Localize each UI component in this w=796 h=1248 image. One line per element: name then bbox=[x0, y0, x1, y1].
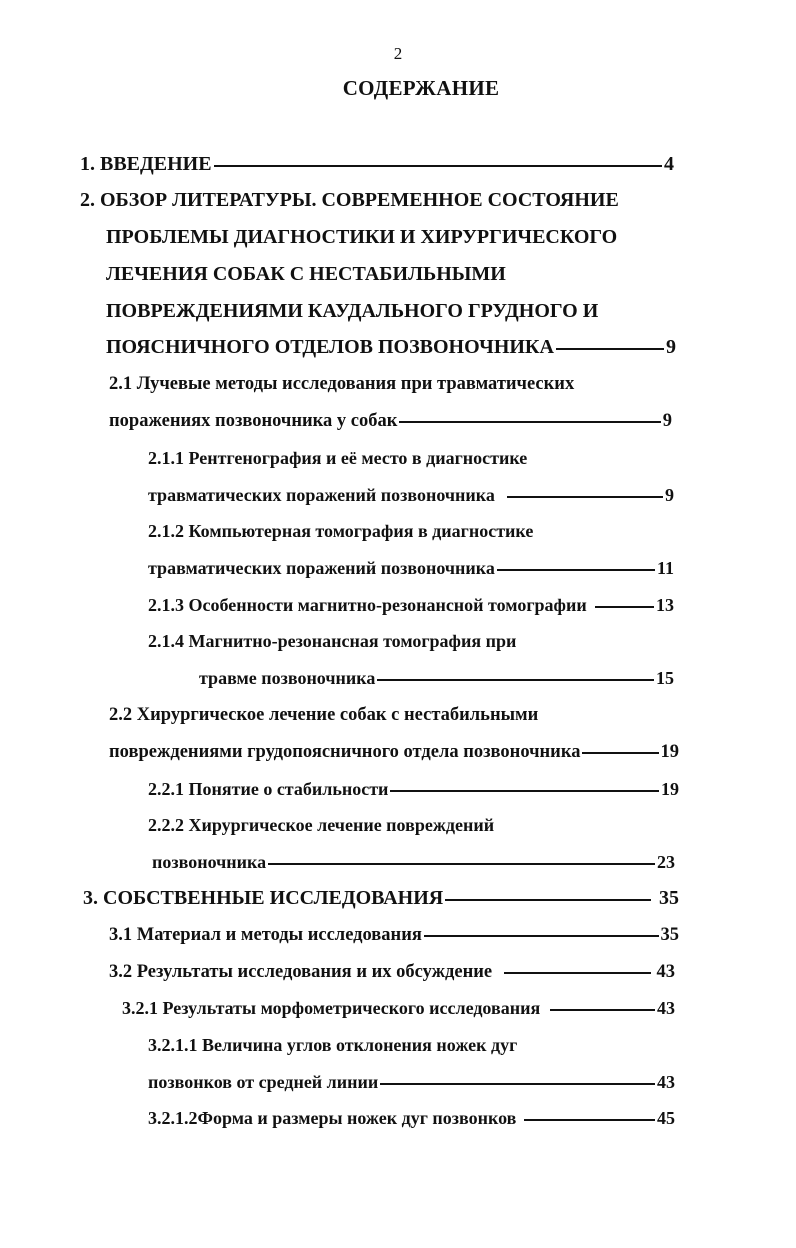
toc-entry-2-2: 2.2 Хирургическое лечение собак с нестабильными bbox=[109, 705, 539, 725]
toc-leader-line bbox=[524, 1119, 655, 1121]
toc-leader-line bbox=[445, 899, 651, 901]
toc-entry-page: 23 bbox=[657, 852, 675, 872]
toc-entry-own-research bbox=[83, 885, 679, 911]
toc-entry-page: 4 bbox=[664, 153, 674, 175]
toc-entry-2-2-1 bbox=[148, 776, 679, 802]
toc-leader-line bbox=[507, 496, 663, 498]
toc-leader-line bbox=[377, 679, 654, 681]
toc-entry-page: 9 bbox=[662, 411, 672, 431]
toc-entry-page: 15 bbox=[656, 668, 674, 688]
toc-entry-text: поражениях позвоночника у собак bbox=[109, 411, 398, 431]
toc-entry-2-1-3 bbox=[148, 592, 674, 618]
toc-entry-page: 43 bbox=[656, 962, 675, 982]
toc-entry-2-1-1: 2.1.1 Рентгенография и её место в диагностике bbox=[148, 448, 528, 468]
toc-entry-introduction bbox=[80, 151, 674, 177]
toc-entry-page: 19 bbox=[661, 779, 679, 799]
toc-leader-line bbox=[424, 935, 659, 937]
toc-entry-text: травматических поражений позвоночника bbox=[148, 485, 495, 505]
toc-leader-line bbox=[214, 165, 662, 167]
toc-entry-2-1-4: 2.1.4 Магнитно-резонансная томография при bbox=[148, 631, 517, 651]
toc-entry-page: 43 bbox=[657, 1072, 675, 1092]
toc-entry-page: 45 bbox=[657, 1108, 675, 1128]
toc-entry-text: ПОЯСНИЧНОГО ОТДЕЛОВ ПОЗВОНОЧНИКА bbox=[106, 336, 554, 358]
toc-leader-line bbox=[582, 752, 658, 754]
toc-entry-page: 11 bbox=[656, 558, 674, 578]
toc-entry-continuation bbox=[148, 555, 674, 581]
toc-entry-text: позвоночника bbox=[152, 852, 267, 872]
toc-entry-text: повреждениями грудопоясничного отдела позвоночника bbox=[109, 742, 581, 762]
toc-leader-line bbox=[380, 1083, 655, 1085]
page-number: 2 bbox=[393, 44, 403, 63]
toc-title: СОДЕРЖАНИЕ bbox=[342, 76, 500, 100]
toc-entry-text: 3.2.1 Результаты морфометрического исследования bbox=[122, 998, 541, 1018]
toc-entry-2-1-2: 2.1.2 Компьютерная томография в диагностике bbox=[148, 521, 534, 541]
toc-entry-continuation bbox=[109, 739, 679, 765]
toc-entry-text: травматических поражений позвоночника bbox=[148, 558, 495, 578]
toc-entry-2-2-2: 2.2.2 Хирургическое лечение повреждений bbox=[148, 815, 495, 835]
toc-entry-3-2-1 bbox=[122, 995, 675, 1021]
toc-entry-continuation bbox=[106, 334, 676, 360]
toc-entry-continuation: ПОВРЕЖДЕНИЯМИ КАУДАЛЬНОГО ГРУДНОГО И bbox=[106, 300, 599, 322]
toc-entry-text: 3.1 Материал и методы исследования bbox=[109, 925, 422, 945]
toc-leader-line bbox=[504, 972, 650, 974]
toc-entry-text: 2.2.1 Понятие о стабильности bbox=[148, 779, 389, 799]
toc-entry-3-2-1-1: 3.2.1.1 Величина углов отклонения ножек дуг bbox=[148, 1035, 518, 1055]
toc-leader-line bbox=[497, 569, 655, 571]
toc-entry-3-2 bbox=[109, 959, 675, 985]
toc-entry-page: 9 bbox=[666, 336, 676, 358]
toc-entry-3-2-1-2 bbox=[148, 1105, 675, 1131]
toc-entry-continuation bbox=[199, 665, 674, 691]
toc-entry-continuation bbox=[109, 408, 672, 434]
toc-entry-page: 35 bbox=[659, 887, 679, 909]
toc-entry-text: 2.1.3 Особенности магнитно-резонансной томографии bbox=[148, 595, 587, 615]
toc-entry-continuation bbox=[152, 849, 675, 875]
toc-entry-continuation: ПРОБЛЕМЫ ДИАГНОСТИКИ И ХИРУРГИЧЕСКОГО bbox=[106, 226, 618, 248]
toc-entry-page: 9 bbox=[665, 485, 674, 505]
toc-entry-2-1: 2.1 Лучевые методы исследования при травматических bbox=[109, 374, 575, 394]
toc-entry-3-1 bbox=[109, 922, 679, 948]
toc-entry-text: 3.2.1.2Форма и размеры ножек дуг позвонков bbox=[148, 1108, 517, 1128]
toc-entry-page: 13 bbox=[656, 595, 674, 615]
toc-entry-text: травме позвоночника bbox=[199, 668, 376, 688]
toc-entry-page: 43 bbox=[657, 998, 675, 1018]
toc-leader-line bbox=[399, 421, 660, 423]
toc-entry-continuation bbox=[148, 482, 674, 508]
toc-entry-continuation bbox=[148, 1069, 675, 1095]
toc-leader-line bbox=[556, 348, 664, 350]
toc-entry-page: 19 bbox=[660, 742, 679, 762]
toc-entry-literature-review: 2. ОБЗОР ЛИТЕРАТУРЫ. СОВРЕМЕННОЕ СОСТОЯНИЕ bbox=[80, 189, 619, 211]
toc-leader-line bbox=[268, 863, 655, 865]
toc-entry-text: 3.2 Результаты исследования и их обсуждение bbox=[109, 962, 493, 982]
toc-entry-page: 35 bbox=[660, 925, 679, 945]
toc-entry-text: 1. ВВЕДЕНИЕ bbox=[80, 153, 212, 175]
toc-entry-continuation: ЛЕЧЕНИЯ СОБАК С НЕСТАБИЛЬНЫМИ bbox=[106, 263, 506, 285]
toc-leader-line bbox=[390, 790, 659, 792]
toc-leader-line bbox=[550, 1009, 655, 1011]
toc-entry-text: 3. СОБСТВЕННЫЕ ИССЛЕДОВАНИЯ bbox=[83, 887, 444, 909]
toc-leader-line bbox=[595, 606, 654, 608]
toc-entry-text: позвонков от средней линии bbox=[148, 1072, 379, 1092]
